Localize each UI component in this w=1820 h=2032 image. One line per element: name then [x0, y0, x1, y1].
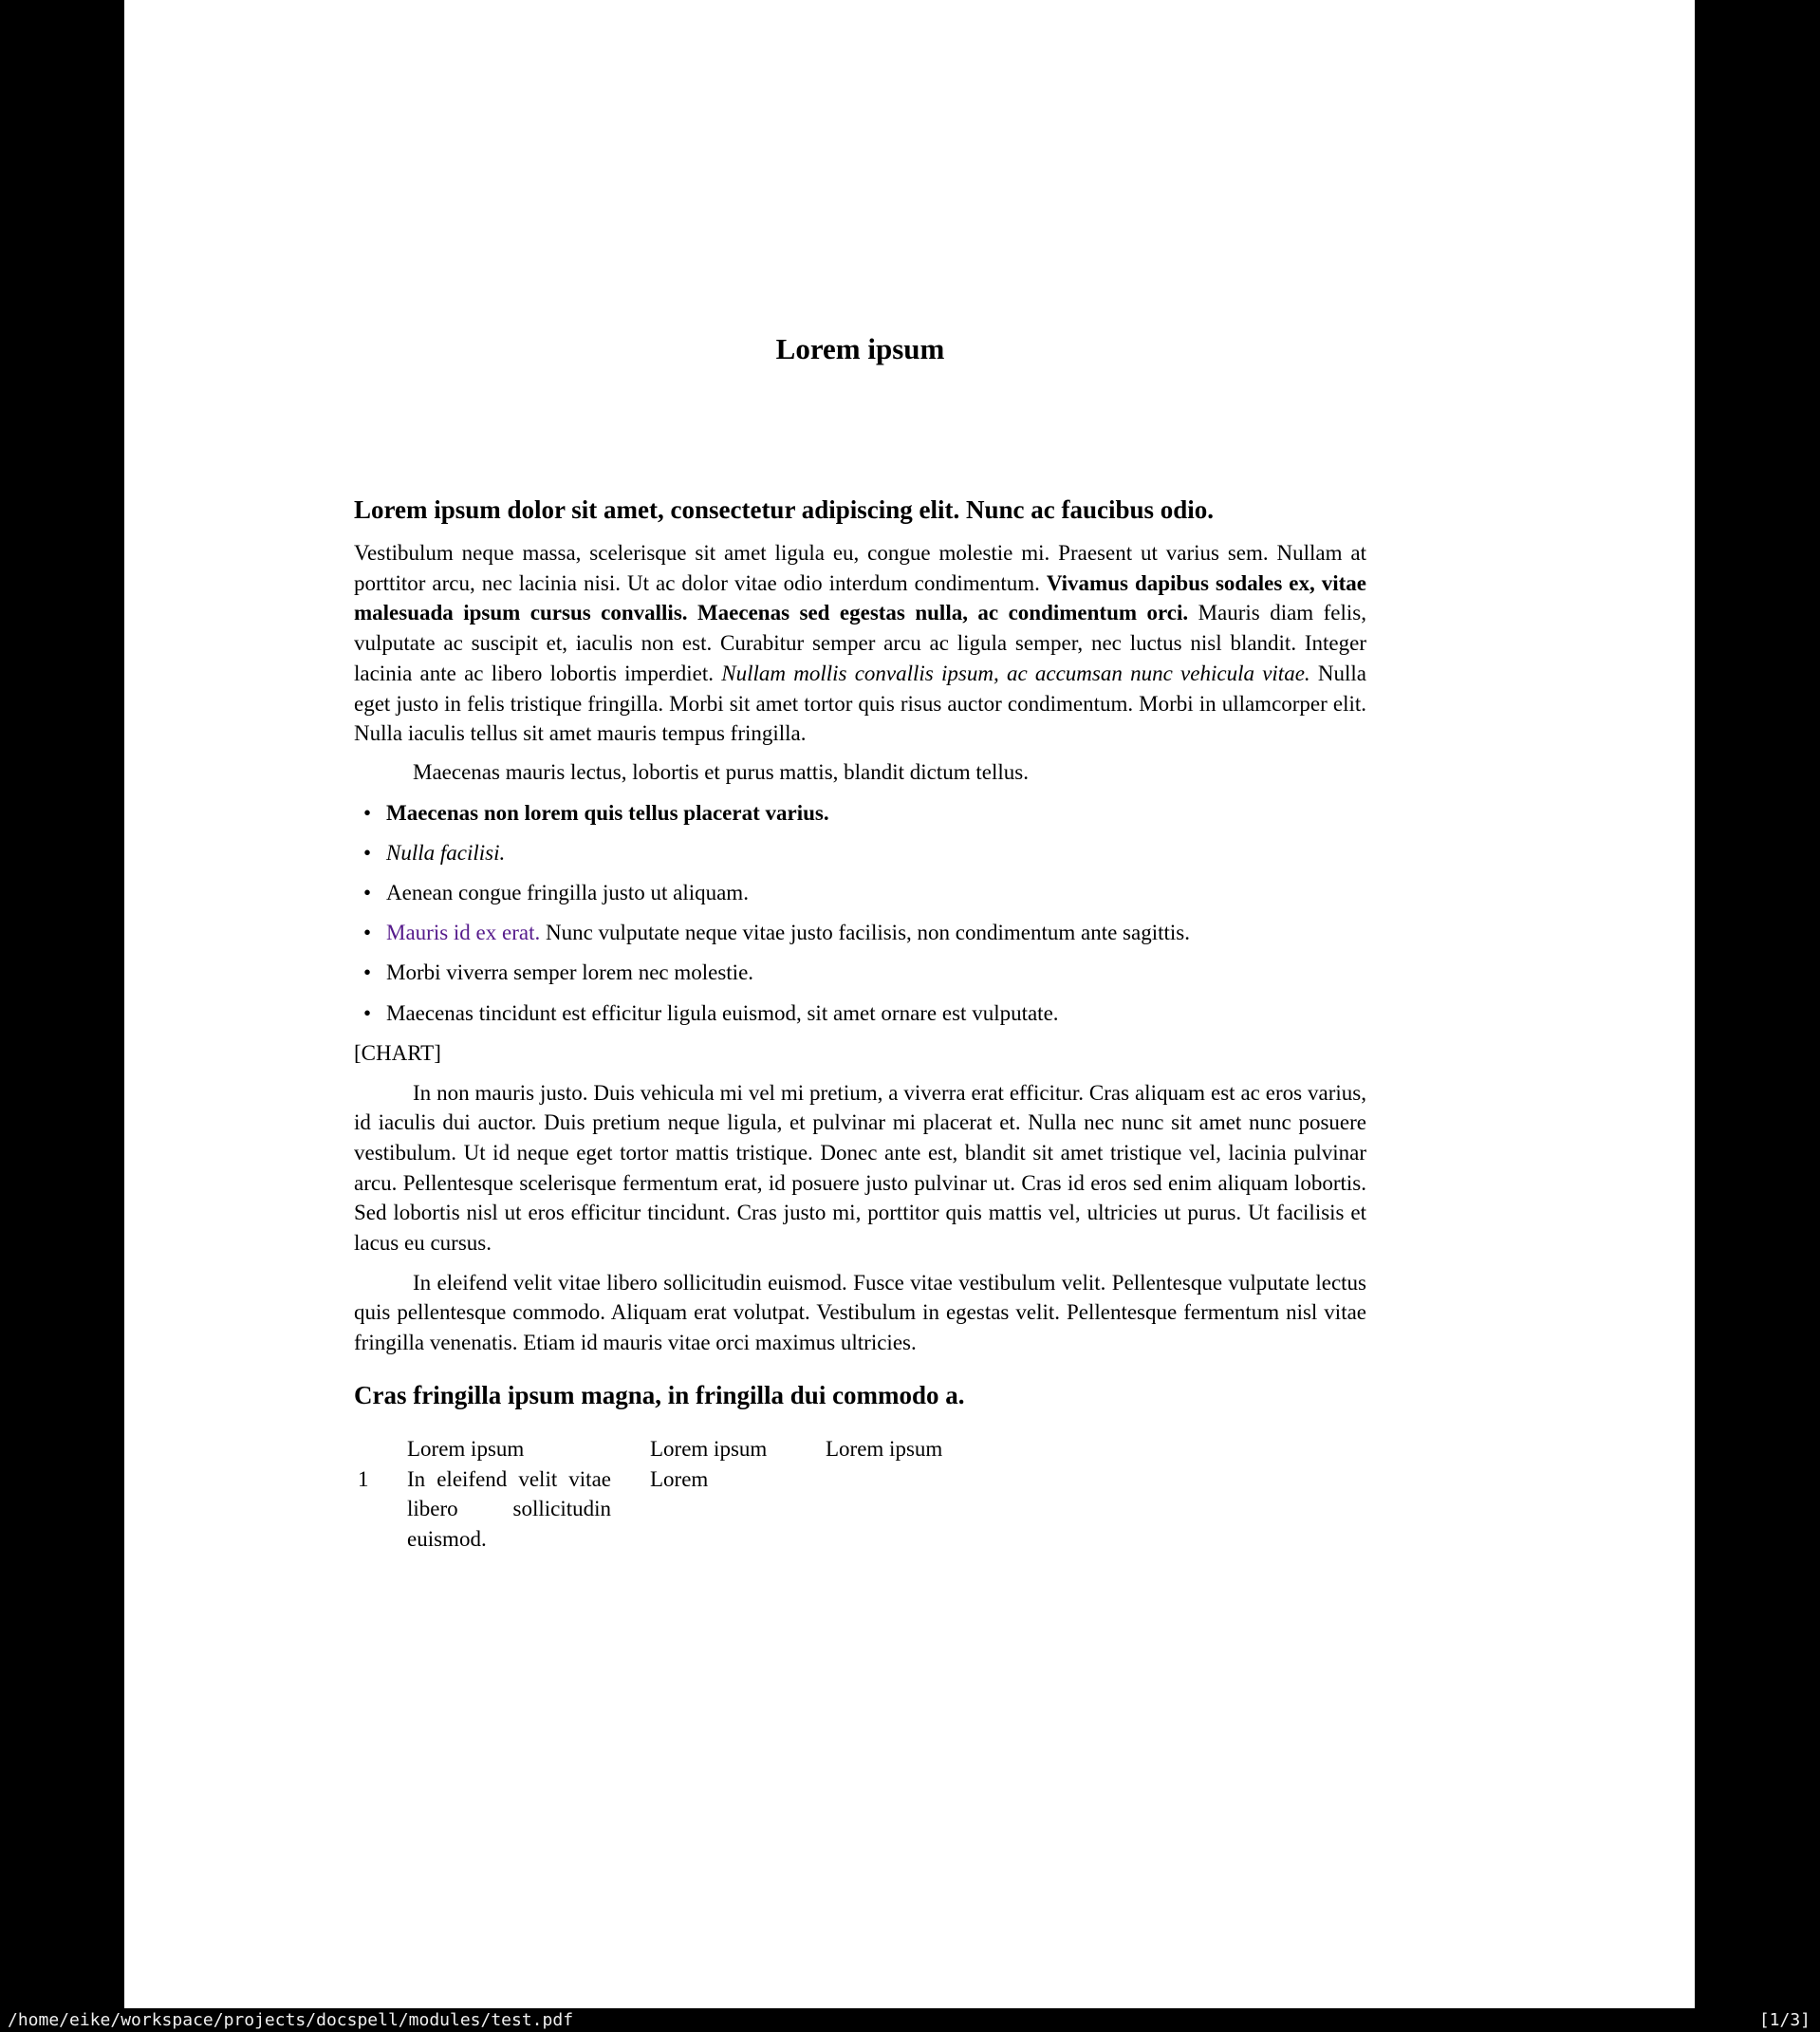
- bullet-item: [354, 958, 1366, 988]
- link-mauris-id-ex-erat[interactable]: Mauris id ex erat.: [386, 921, 541, 945]
- bullet-list: [354, 798, 1366, 1029]
- table-header-cell: Lorem ipsum: [407, 1436, 525, 1461]
- statusbar-page-indicator: [1/3]: [1758, 2010, 1811, 2030]
- bullet-icon: •: [363, 1000, 372, 1025]
- bullet-icon: •: [363, 921, 372, 945]
- data-table: [358, 1434, 987, 1555]
- paragraph-2: In non mauris justo. Duis vehicula mi vel mi pretium, a viverra erat efficitur. Cras aliquam est ac eros varius, id iaculis dui auctor. Duis pretium neque ligula, et pulvinar mi placerat et. Nulla nec nunc sit amet nunc posuere vestibulum. Ut id neque eget tortor mattis tristique. Donec ante est, blandit sit amet tristique vel, lacinia pulvinar arcu. Pellentesque scelerisque fermentum erat, id posuere justo pulvinar ut. Cras id eros sed enim aliquam lobortis. Sed lobortis nisl ut eros efficitur tincidunt. Cras justo mi, porttitor quis mattis vel, ultricies ut purus. Ut facilisis et lacus eu cursus.: [354, 1080, 1366, 1256]
- bullet-item: [354, 878, 1366, 908]
- table-header-cell: Lorem ipsum: [826, 1436, 943, 1461]
- bullet-item-text: Nulla facilisi.: [386, 840, 506, 865]
- paragraph-1: [354, 538, 1366, 749]
- table-header-row: [358, 1434, 987, 1464]
- indented-paragraph: Maecenas mauris lectus, lobortis et purus mattis, blandit dictum tellus.: [413, 759, 1029, 784]
- document-content: [354, 0, 1366, 1555]
- bullet-item-text: Aenean congue fringilla justo ut aliquam.: [386, 881, 749, 905]
- document-page: [124, 0, 1695, 2008]
- section-heading-2: Cras fringilla ipsum magna, in fringilla dui commodo a.: [354, 1380, 965, 1409]
- paragraph-1-bold-text: Vivamus dapibus sodales ex, vitae malesuada ipsum cursus convallis. Maecenas sed egestas nulla, ac condimentum orci.: [354, 570, 1367, 625]
- table-header-cell: [358, 1434, 407, 1464]
- paragraph-1-text: Vestibulum neque massa, scelerisque sit amet ligula eu, congue molestie mi. Praesent ut varius sem. Nullam at porttitor arcu, nec lacinia nisi. Ut ac dolor vitae odio interdum condimentum.: [354, 541, 1366, 595]
- statusbar-file-path: /home/eike/workspace/projects/docspell/modules/test.pdf: [8, 2010, 574, 2030]
- bullet-item-text: Morbi viverra semper lorem nec molestie.: [386, 960, 754, 985]
- chart-placeholder: [CHART]: [354, 1040, 441, 1065]
- table-row: [358, 1464, 987, 1555]
- bullet-item-text: Nunc vulputate neque vitae justo facilisis, non condimentum ante sagittis.: [540, 921, 1190, 945]
- bullet-item-text: Maecenas non lorem quis tellus placerat varius.: [386, 800, 829, 825]
- document-title: Lorem ipsum: [775, 332, 945, 365]
- table-cell-description: [407, 1464, 650, 1555]
- table-header-cell: Lorem ipsum: [650, 1436, 768, 1461]
- bullet-item: [354, 998, 1366, 1029]
- bullet-item: [354, 918, 1366, 948]
- paragraph-1-italic-text: Nullam mollis convallis ipsum, ac accumsan nunc vehicula vitae.: [721, 661, 1310, 685]
- table-cell-description-text: In eleifend velit vitae libero sollicitudin euismod.: [407, 1466, 611, 1551]
- table-cell-value: Lorem: [650, 1466, 709, 1491]
- section-heading-1: Lorem ipsum dolor sit amet, consectetur adipiscing elit. Nunc ac faucibus odio.: [354, 495, 1215, 524]
- paragraph-1-text: Nulla eget justo in felis tristique fringilla. Morbi sit amet tortor quis risus auctor condimentum. Morbi in ullamcorper elit. Nulla iaculis tellus sit amet mauris tempus fringilla.: [354, 661, 1366, 746]
- paragraph-1-text: Mauris diam felis, vulputate ac suscipit et, iaculis non est. Curabitur semper arcu ac ligula semper, nec luctus nisl blandit. Integer lacinia ante ac libero lobortis imperdiet.: [354, 601, 1366, 685]
- bullet-icon: •: [363, 800, 372, 825]
- bullet-icon: •: [363, 960, 372, 985]
- paragraph-3: In eleifend velit vitae libero sollicitudin euismod. Fusce vitae vestibulum velit. Pellentesque vulputate lectus quis pellentesque commodo. Aliquam erat volutpat. Vestibulum in egestas velit. Pellentesque fermentum nisl vitae fringilla venenatis. Etiam id mauris vitae orci maximus ultricies.: [354, 1270, 1366, 1355]
- bullet-icon: •: [363, 840, 372, 865]
- statusbar: [0, 2008, 1820, 2032]
- bullet-item: [354, 838, 1366, 868]
- table-cell-empty: [826, 1464, 987, 1555]
- bullet-item: [354, 798, 1366, 829]
- bullet-icon: •: [363, 881, 372, 905]
- table-cell-index: 1: [358, 1466, 369, 1491]
- bullet-item-text: Maecenas tincidunt est efficitur ligula euismod, sit amet ornare est vulputate.: [386, 1000, 1059, 1025]
